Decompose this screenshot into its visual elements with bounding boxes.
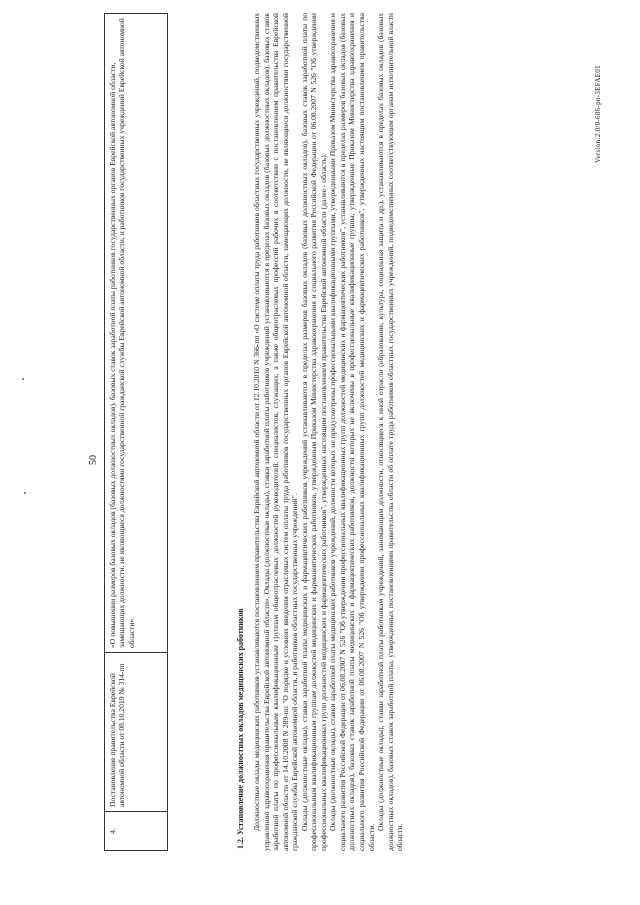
scan-speck <box>22 378 24 380</box>
section-heading: 1.2. Установление должностных окладов медицинских работников <box>236 608 245 849</box>
scan-speck <box>24 492 26 494</box>
row-number-cell: 4. <box>105 812 168 851</box>
paragraph: Оклады (должностные оклады), ставки заработной платы медицинских и фармацевтических работников учреждений устанавливаются в пределах размеров базовых окладов (базовых должностных окладов), базовых ставок заработной платы по профессиональным квалификационным группам должностей медицинских и фармацевтических работников, утвержденным Приказом Министерства здравоохранения и социального развития Российской Федерации от 06.08.2007 N 526 "Об утверждении профессиональных квалификационных групп должностей медицинских и фармацевтических работников", утвержденных настоящим постановлением правительства Еврейской автономной области (далее - область). <box>299 13 328 851</box>
paragraph: Оклады (должностные оклады), ставки заработной платы медицинских работников учреждений, должности которых не предусмотрены профессиональными квалификационными группами, утвержденными Приказом Министерства здравоохранения и социального развития Российской Федерации от 06.08.2007 N 526 "Об утверждении профессиональных квалификационных групп должностей медицинских и фармацевтических работников", устанавливаются в пределах размеров базовых окладов (базовых должностных окладов), базовых ставок заработной платы медицинских и фармацевтических работников, должности которых не включены в профессиональные квалификационные группы, утвержденные Приказом Министерства здравоохранения и социального развития Российской Федерации от 06.08.2007 N 526 "Об утверждении профессиональных квалификационных групп должностей медицинских и фармацевтических работников", утвержденных настоящим постановлением правительства области. <box>328 13 376 851</box>
paragraph: Должностные оклады медицинских работников устанавливаются постановлением правительства Еврейской автономной области от 12.10.2010 N 366-пп «О системе оплаты труда работников областных государственных учреждений, подведомственных управлению здравоохранения правительства Еврейской автономной области». Оклады (должностные оклады), ставки заработной платы работников учреждений устанавливаются в пределах базовых окладов (базовых должностных окладов), базовых ставок заработной платы по профессиональным квалификационным группам общеотраслевых должностей руководителей, специалистов, служащих, а также общеотраслевых профессий рабочих в соответствии с постановлением правительства Еврейской автономной области от 14.10.2008 N 289-пп "О порядке и условиях введения отраслевых систем оплаты труда работников государственных органов Еврейской автономной области, замещающих должности, не являющиеся должностями государственной гражданской службы Еврейской автономной области, и работников областных государственных учреждений". <box>252 13 300 851</box>
body-text <box>252 13 405 851</box>
document-description-cell: «О повышении размеров базовых окладов (базовых должностных окладов), базовых ставок заработной платы работников государственных органов Еврейской автономной области, замещающих должности, не являющиеся должностями государственной гражданской службы Еврейской автономной области, и работников государственных учреждений Еврейской автономной области». <box>105 14 168 653</box>
table-row <box>105 14 168 851</box>
footer-code: Version:2.0/0-686-pn-3EFAE01 <box>594 65 602 163</box>
paragraph: Оклады (должностные оклады), ставки заработной платы работникам учреждений, занимающим должности, относящиеся к иной отрасли (образование, культура, социальная защита и др.), устанавливаются в пределах базовых окладов (базовых должностных окладов), базовых ставок заработной платы, утвержденных постановлениями правительства области об оплате труда работников областных государственных учреждений, подведомственных соответствующим органам исполнительной власти области. <box>376 13 405 851</box>
page-number: 50 <box>88 455 99 465</box>
document-title-cell: Постановление правительства Еврейской автономной области от 08.10.2019 № 314-пп <box>105 653 168 812</box>
documents-table <box>104 13 168 851</box>
